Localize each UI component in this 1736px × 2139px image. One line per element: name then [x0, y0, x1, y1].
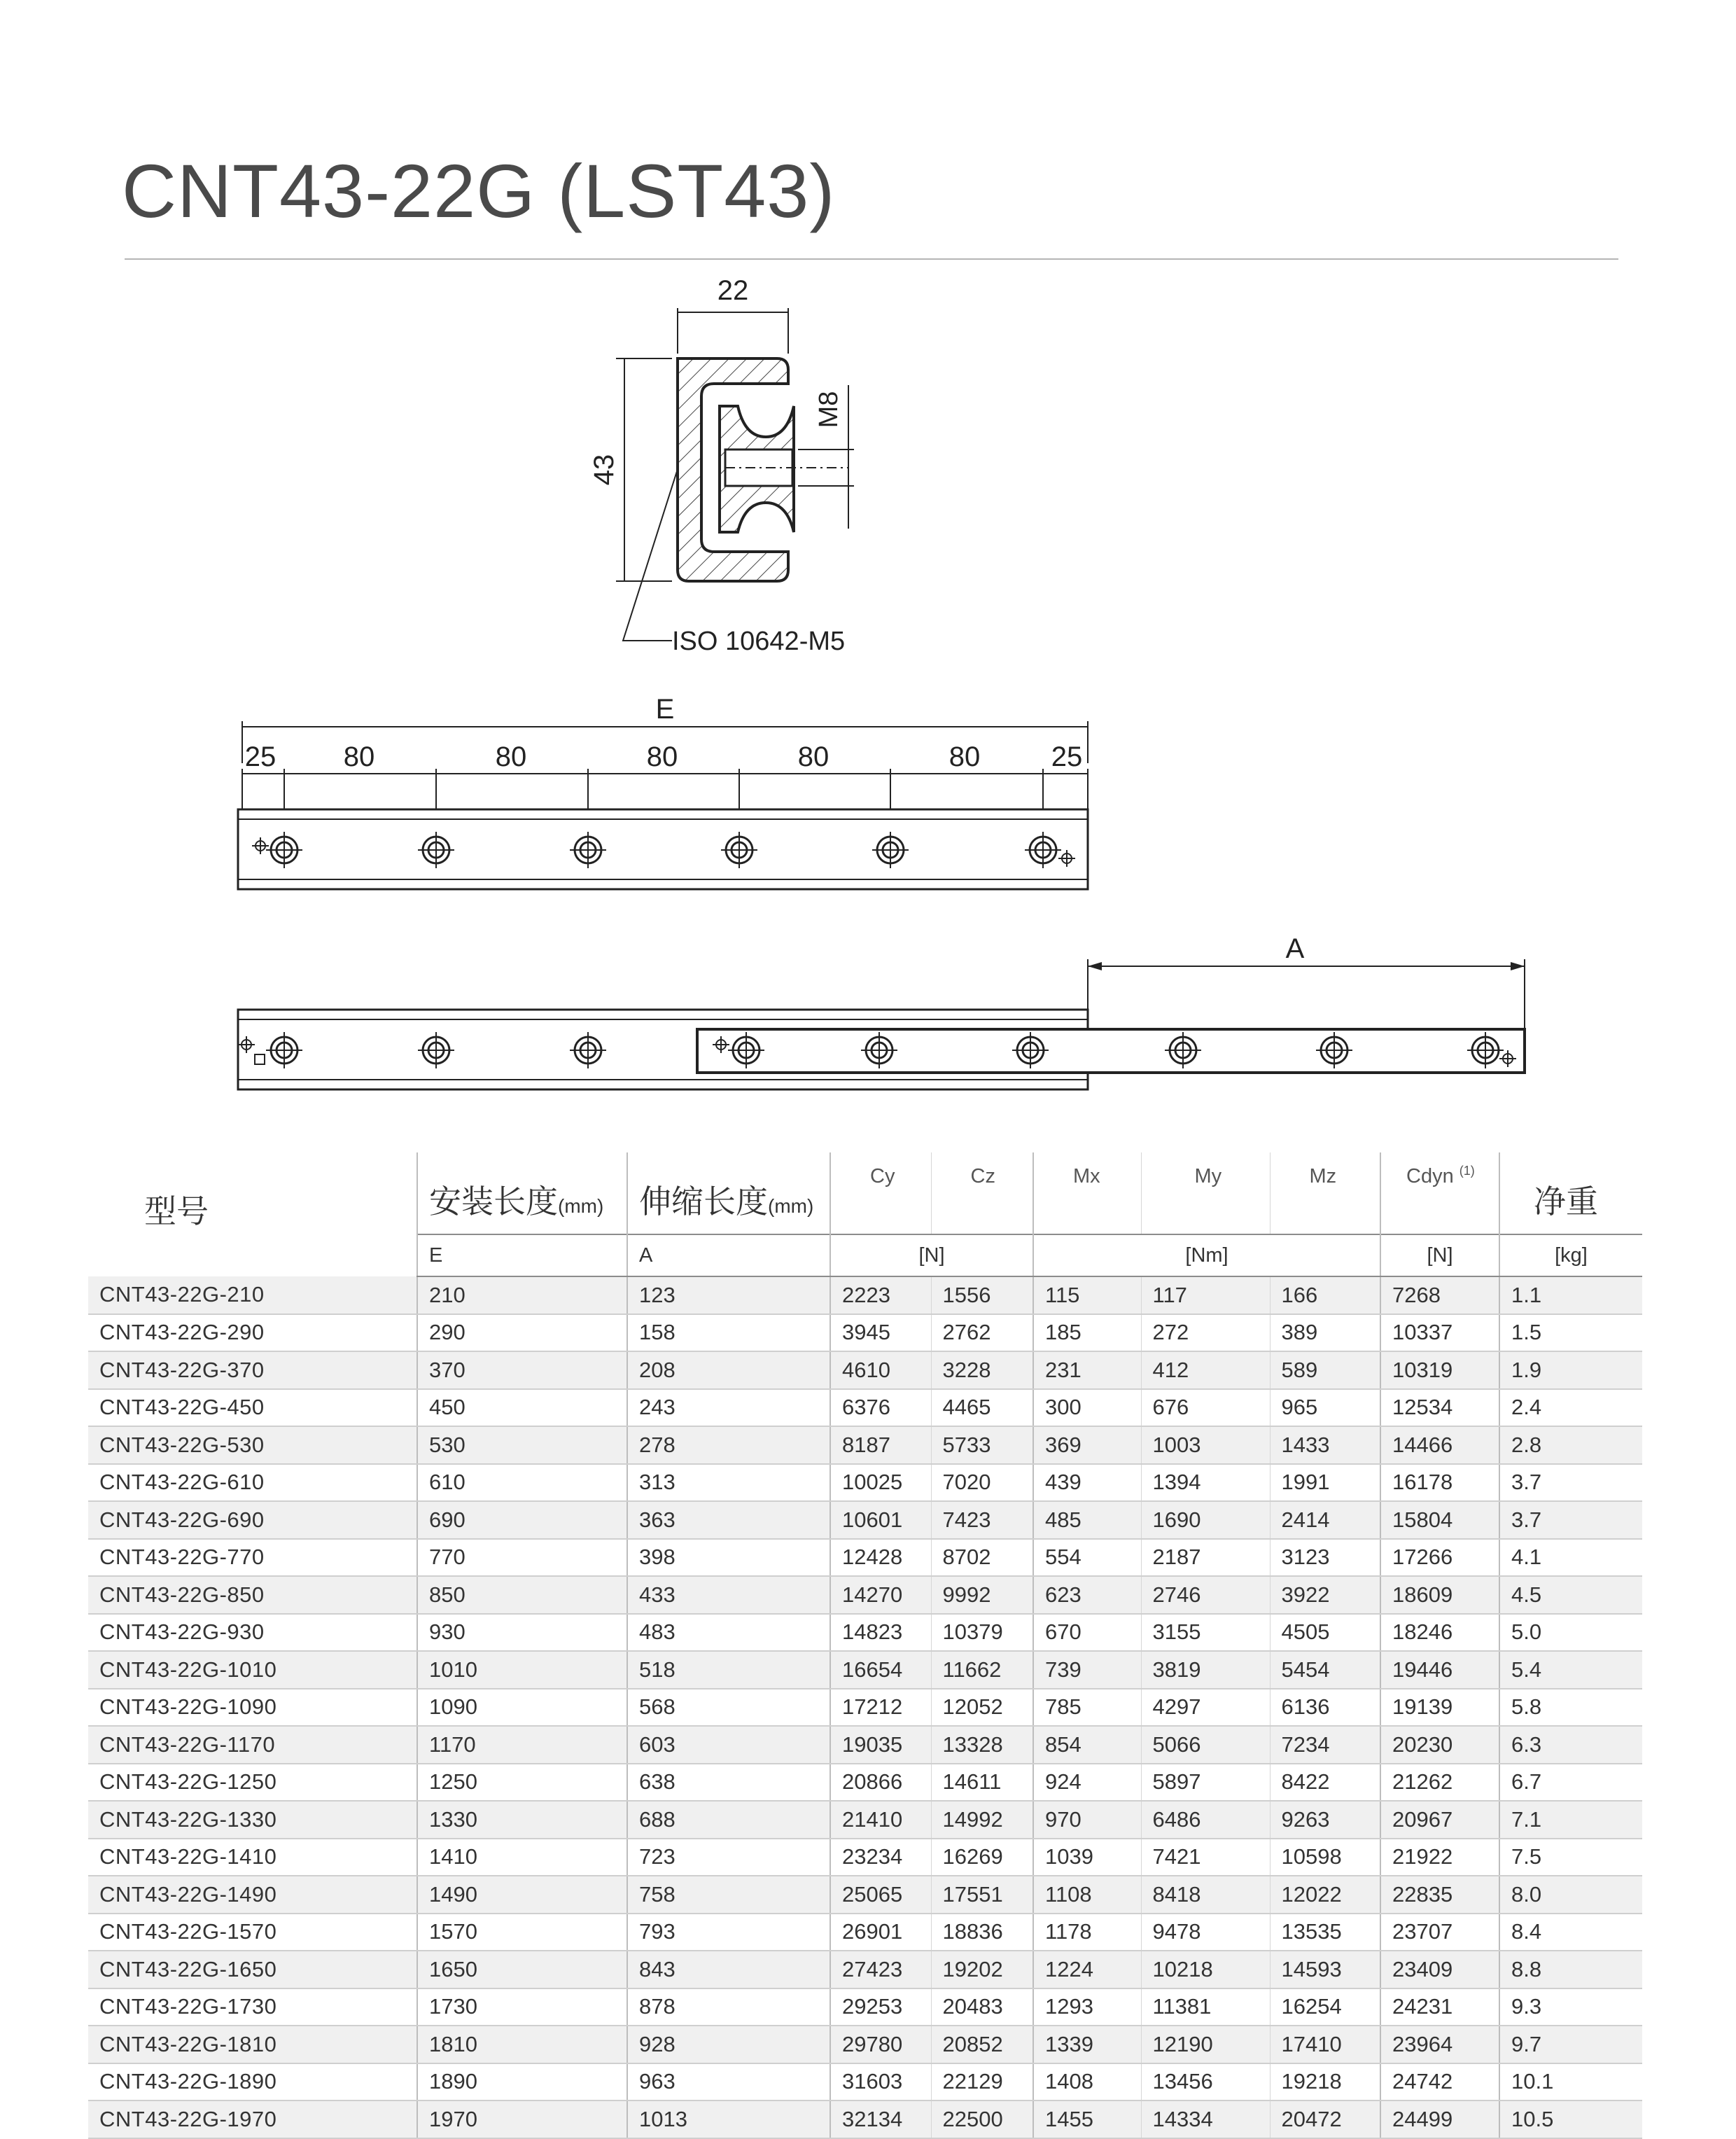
value-cell: 27423 — [830, 1951, 931, 1988]
value-cell: 6486 — [1141, 1801, 1270, 1839]
value-cell: 485 — [1033, 1501, 1141, 1539]
value-cell: 18836 — [931, 1914, 1033, 1951]
header-cdyn-note: (1) — [1459, 1164, 1475, 1178]
rail-extended-view — [238, 933, 1525, 1089]
value-cell: 1410 — [417, 1839, 627, 1876]
value-cell: 231 — [1033, 1351, 1141, 1389]
table-row — [88, 1276, 1642, 1314]
value-cell: 17212 — [830, 1689, 931, 1727]
value-cell: 23234 — [830, 1839, 931, 1876]
header-stroke-unit: (mm) — [768, 1195, 814, 1217]
value-cell: 970 — [1033, 1801, 1141, 1839]
value-cell: 6376 — [830, 1389, 931, 1427]
value-cell: 208 — [627, 1351, 830, 1389]
value-cell: 1490 — [417, 1876, 627, 1914]
header-mz: Mz — [1270, 1152, 1380, 1234]
value-cell: 389 — [1270, 1314, 1380, 1352]
model-cell: CNT43-22G-1810 — [88, 2026, 417, 2063]
value-cell: 24499 — [1380, 2100, 1499, 2138]
value-cell: 13328 — [931, 1726, 1033, 1764]
value-cell: 29780 — [830, 2026, 931, 2063]
value-cell: 2.8 — [1499, 1426, 1642, 1464]
value-cell: 1013 — [627, 2100, 830, 2138]
spacing-label: 80 — [343, 741, 375, 772]
value-cell: 4.1 — [1499, 1539, 1642, 1577]
screw-hole — [725, 450, 792, 486]
value-cell: 12534 — [1380, 1389, 1499, 1427]
value-cell: 10025 — [830, 1464, 931, 1502]
value-cell: 483 — [627, 1614, 830, 1652]
value-cell: 3123 — [1270, 1539, 1380, 1577]
value-cell: 723 — [627, 1839, 830, 1876]
value-cell: 1690 — [1141, 1501, 1270, 1539]
value-cell: 23964 — [1380, 2026, 1499, 2063]
value-cell: 14992 — [931, 1801, 1033, 1839]
value-cell: 18246 — [1380, 1614, 1499, 1652]
value-cell: 924 — [1033, 1764, 1141, 1802]
spacing-label: 25 — [244, 741, 276, 772]
table-row — [88, 1988, 1642, 2026]
value-cell: 1178 — [1033, 1914, 1141, 1951]
value-cell: 1570 — [417, 1914, 627, 1951]
cross-section-view — [589, 275, 854, 656]
value-cell: 1433 — [1270, 1426, 1380, 1464]
value-cell: 8.8 — [1499, 1951, 1642, 1988]
value-cell: 18609 — [1380, 1576, 1499, 1614]
value-cell: 117 — [1141, 1276, 1270, 1314]
value-cell: 7268 — [1380, 1276, 1499, 1314]
model-cell: CNT43-22G-930 — [88, 1614, 417, 1652]
value-cell: 272 — [1141, 1314, 1270, 1352]
value-cell: 793 — [627, 1914, 830, 1951]
header-my: My — [1141, 1152, 1270, 1234]
table-row — [88, 1576, 1642, 1614]
value-cell: 770 — [417, 1539, 627, 1577]
value-cell: 5.0 — [1499, 1614, 1642, 1652]
value-cell: 24231 — [1380, 1988, 1499, 2026]
value-cell: 530 — [417, 1426, 627, 1464]
spacing-label: 80 — [646, 741, 678, 772]
value-cell: 1394 — [1141, 1464, 1270, 1502]
value-cell: 670 — [1033, 1614, 1141, 1652]
value-cell: 1408 — [1033, 2063, 1141, 2101]
value-cell: 115 — [1033, 1276, 1141, 1314]
value-cell: 10598 — [1270, 1839, 1380, 1876]
value-cell: 965 — [1270, 1389, 1380, 1427]
table-row — [88, 1614, 1642, 1652]
model-cell: CNT43-22G-1570 — [88, 1914, 417, 1951]
model-cell: CNT43-22G-770 — [88, 1539, 417, 1577]
model-cell: CNT43-22G-610 — [88, 1464, 417, 1502]
spacing-label: 80 — [948, 741, 981, 772]
table-row — [88, 1464, 1642, 1502]
model-cell: CNT43-22G-1730 — [88, 1988, 417, 2026]
header-model: 型号 — [144, 1193, 209, 1229]
rail-body — [238, 809, 1088, 889]
rail-top-view — [238, 694, 1088, 889]
value-cell: 7.5 — [1499, 1839, 1642, 1876]
value-cell: 398 — [627, 1539, 830, 1577]
table-row — [88, 1426, 1642, 1464]
value-cell: 518 — [627, 1651, 830, 1689]
header-install-length — [417, 1152, 627, 1234]
value-cell: 300 — [1033, 1389, 1141, 1427]
value-cell: 1.1 — [1499, 1276, 1642, 1314]
value-cell: 5454 — [1270, 1651, 1380, 1689]
value-cell: 850 — [417, 1576, 627, 1614]
value-cell: 9478 — [1141, 1914, 1270, 1951]
value-cell: 623 — [1033, 1576, 1141, 1614]
value-cell: 16254 — [1270, 1988, 1380, 2026]
header-stroke-length — [627, 1152, 830, 1234]
value-cell: 676 — [1141, 1389, 1270, 1427]
value-cell: 2.4 — [1499, 1389, 1642, 1427]
value-cell: 5.8 — [1499, 1689, 1642, 1727]
table-row — [88, 1914, 1642, 1951]
value-cell: 1810 — [417, 2026, 627, 2063]
value-cell: 10337 — [1380, 1314, 1499, 1352]
spacing-label: 25 — [1051, 741, 1083, 772]
value-cell: 1556 — [931, 1276, 1033, 1314]
value-cell: 20852 — [931, 2026, 1033, 2063]
model-cell: CNT43-22G-1890 — [88, 2063, 417, 2101]
value-cell: 1730 — [417, 1988, 627, 2026]
value-cell: 6.3 — [1499, 1726, 1642, 1764]
value-cell: 20967 — [1380, 1801, 1499, 1839]
value-cell: 450 — [417, 1389, 627, 1427]
value-cell: 17266 — [1380, 1539, 1499, 1577]
technical-drawing — [0, 266, 1736, 1134]
value-cell: 19035 — [830, 1726, 931, 1764]
value-cell: 9.7 — [1499, 2026, 1642, 2063]
value-cell: 1330 — [417, 1801, 627, 1839]
value-cell: 20866 — [830, 1764, 931, 1802]
value-cell: 1170 — [417, 1726, 627, 1764]
value-cell: 1108 — [1033, 1876, 1141, 1914]
value-cell: 17410 — [1270, 2026, 1380, 2063]
width-dimension-label: 22 — [717, 275, 749, 306]
value-cell: 1224 — [1033, 1951, 1141, 1988]
value-cell: 8702 — [931, 1539, 1033, 1577]
value-cell: 5.4 — [1499, 1651, 1642, 1689]
value-cell: 21262 — [1380, 1764, 1499, 1802]
value-cell: 2414 — [1270, 1501, 1380, 1539]
value-cell: 32134 — [830, 2100, 931, 2138]
model-cell: CNT43-22G-450 — [88, 1389, 417, 1427]
value-cell: 369 — [1033, 1426, 1141, 1464]
value-cell: 433 — [627, 1576, 830, 1614]
value-cell: 17551 — [931, 1876, 1033, 1914]
table-row — [88, 1501, 1642, 1539]
value-cell: 22129 — [931, 2063, 1033, 2101]
value-cell: 1090 — [417, 1689, 627, 1727]
model-cell: CNT43-22G-1090 — [88, 1689, 417, 1727]
value-cell: 19202 — [931, 1951, 1033, 1988]
value-cell: 25065 — [830, 1876, 931, 1914]
thread-dimension-label: M8 — [814, 391, 844, 429]
value-cell: 6136 — [1270, 1689, 1380, 1727]
value-cell: 3922 — [1270, 1576, 1380, 1614]
value-cell: 9992 — [931, 1576, 1033, 1614]
value-cell: 8187 — [830, 1426, 931, 1464]
table-row — [88, 1314, 1642, 1352]
value-cell: 854 — [1033, 1726, 1141, 1764]
value-cell: 4297 — [1141, 1689, 1270, 1727]
unit-n-cdyn: [N] — [1380, 1234, 1499, 1276]
model-cell: CNT43-22G-290 — [88, 1314, 417, 1352]
model-cell: CNT43-22G-1970 — [88, 2100, 417, 2138]
value-cell: 4.5 — [1499, 1576, 1642, 1614]
model-cell: CNT43-22G-1490 — [88, 1876, 417, 1914]
value-cell: 930 — [417, 1614, 627, 1652]
value-cell: 8.0 — [1499, 1876, 1642, 1914]
table-header-row — [88, 1152, 1642, 1234]
header-cdyn-label: Cdyn — [1406, 1165, 1454, 1187]
table-row — [88, 1726, 1642, 1764]
table-row — [88, 1351, 1642, 1389]
value-cell: 123 — [627, 1276, 830, 1314]
value-cell: 638 — [627, 1764, 830, 1802]
value-cell: 10.1 — [1499, 2063, 1642, 2101]
unit-n-forces: [N] — [830, 1234, 1033, 1276]
value-cell: 14466 — [1380, 1426, 1499, 1464]
value-cell: 8422 — [1270, 1764, 1380, 1802]
header-install-length-label: 安装长度 — [429, 1183, 558, 1220]
unit-a: A — [627, 1234, 830, 1276]
value-cell: 24742 — [1380, 2063, 1499, 2101]
model-cell: CNT43-22G-690 — [88, 1501, 417, 1539]
value-cell: 158 — [627, 1314, 830, 1352]
unit-nm-moments: [Nm] — [1033, 1234, 1380, 1276]
value-cell: 13535 — [1270, 1914, 1380, 1951]
value-cell: 8.4 — [1499, 1914, 1642, 1951]
value-cell: 15804 — [1380, 1501, 1499, 1539]
value-cell: 9263 — [1270, 1801, 1380, 1839]
header-stroke-length-label: 伸缩长度 — [639, 1183, 768, 1220]
value-cell: 14270 — [830, 1576, 931, 1614]
value-cell: 785 — [1033, 1689, 1141, 1727]
value-cell: 589 — [1270, 1351, 1380, 1389]
value-cell: 20472 — [1270, 2100, 1380, 2138]
value-cell: 2746 — [1141, 1576, 1270, 1614]
value-cell: 4505 — [1270, 1614, 1380, 1652]
value-cell: 9.3 — [1499, 1988, 1642, 2026]
title-divider — [125, 258, 1618, 260]
value-cell: 12428 — [830, 1539, 931, 1577]
value-cell: 1003 — [1141, 1426, 1270, 1464]
value-cell: 3.7 — [1499, 1501, 1642, 1539]
value-cell: 3.7 — [1499, 1464, 1642, 1502]
value-cell: 10218 — [1141, 1951, 1270, 1988]
value-cell: 12190 — [1141, 2026, 1270, 2063]
value-cell: 688 — [627, 1801, 830, 1839]
value-cell: 2762 — [931, 1314, 1033, 1352]
value-cell: 1991 — [1270, 1464, 1380, 1502]
value-cell: 3819 — [1141, 1651, 1270, 1689]
model-cell: CNT43-22G-850 — [88, 1576, 417, 1614]
height-dimension-label: 43 — [589, 454, 620, 486]
value-cell: 1970 — [417, 2100, 627, 2138]
value-cell: 19218 — [1270, 2063, 1380, 2101]
value-cell: 14593 — [1270, 1951, 1380, 1988]
table-row — [88, 1876, 1642, 1914]
value-cell: 1650 — [417, 1951, 627, 1988]
unit-e: E — [417, 1234, 627, 1276]
table-row — [88, 1539, 1642, 1577]
moving-slider — [697, 1029, 1525, 1073]
table-row — [88, 2026, 1642, 2063]
value-cell: 8418 — [1141, 1876, 1270, 1914]
spacing-label: 80 — [797, 741, 830, 772]
table-row — [88, 1951, 1642, 1988]
model-cell: CNT43-22G-1410 — [88, 1839, 417, 1876]
value-cell: 20230 — [1380, 1726, 1499, 1764]
standard-label: ISO 10642-M5 — [672, 627, 846, 656]
value-cell: 31603 — [830, 2063, 931, 2101]
value-cell: 243 — [627, 1389, 830, 1427]
value-cell: 10319 — [1380, 1351, 1499, 1389]
value-cell: 21922 — [1380, 1839, 1499, 1876]
model-cell: CNT43-22G-1250 — [88, 1764, 417, 1802]
header-cdyn — [1380, 1152, 1499, 1234]
value-cell: 29253 — [830, 1988, 931, 2026]
value-cell: 1890 — [417, 2063, 627, 2101]
value-cell: 14823 — [830, 1614, 931, 1652]
header-weight: 净重 — [1499, 1152, 1642, 1234]
value-cell: 10601 — [830, 1501, 931, 1539]
value-cell: 10379 — [931, 1614, 1033, 1652]
spacing-label: 80 — [495, 741, 527, 772]
value-cell: 7020 — [931, 1464, 1033, 1502]
value-cell: 7234 — [1270, 1726, 1380, 1764]
value-cell: 19139 — [1380, 1689, 1499, 1727]
value-cell: 1010 — [417, 1651, 627, 1689]
value-cell: 1455 — [1033, 2100, 1141, 2138]
value-cell: 210 — [417, 1276, 627, 1314]
value-cell: 7421 — [1141, 1839, 1270, 1876]
table-row — [88, 2100, 1642, 2138]
model-cell: CNT43-22G-1170 — [88, 1726, 417, 1764]
value-cell: 439 — [1033, 1464, 1141, 1502]
value-cell: 878 — [627, 1988, 830, 2026]
table-row — [88, 1801, 1642, 1839]
value-cell: 11662 — [931, 1651, 1033, 1689]
value-cell: 10.5 — [1499, 2100, 1642, 2138]
value-cell: 313 — [627, 1464, 830, 1502]
value-cell: 843 — [627, 1951, 830, 1988]
value-cell: 16654 — [830, 1651, 931, 1689]
model-cell: CNT43-22G-1010 — [88, 1651, 417, 1689]
value-cell: 21410 — [830, 1801, 931, 1839]
model-cell: CNT43-22G-370 — [88, 1351, 417, 1389]
value-cell: 758 — [627, 1876, 830, 1914]
value-cell: 363 — [627, 1501, 830, 1539]
header-install-unit: (mm) — [558, 1195, 604, 1217]
table-row — [88, 1839, 1642, 1876]
value-cell: 554 — [1033, 1539, 1141, 1577]
value-cell: 7.1 — [1499, 1801, 1642, 1839]
value-cell: 13456 — [1141, 2063, 1270, 2101]
value-cell: 278 — [627, 1426, 830, 1464]
value-cell: 12022 — [1270, 1876, 1380, 1914]
table-row — [88, 2063, 1642, 2101]
header-cy: Cy — [830, 1152, 931, 1234]
value-cell: 1039 — [1033, 1839, 1141, 1876]
value-cell: 3228 — [931, 1351, 1033, 1389]
value-cell: 16269 — [931, 1839, 1033, 1876]
value-cell: 1.5 — [1499, 1314, 1642, 1352]
value-cell: 1250 — [417, 1764, 627, 1802]
value-cell: 19446 — [1380, 1651, 1499, 1689]
table-row — [88, 1651, 1642, 1689]
value-cell: 690 — [417, 1501, 627, 1539]
value-cell: 2223 — [830, 1276, 931, 1314]
value-cell: 12052 — [931, 1689, 1033, 1727]
value-cell: 26901 — [830, 1914, 931, 1951]
spec-table — [88, 1152, 1642, 2139]
value-cell: 166 — [1270, 1276, 1380, 1314]
model-cell: CNT43-22G-530 — [88, 1426, 417, 1464]
model-cell: CNT43-22G-1330 — [88, 1801, 417, 1839]
unit-kg: [kg] — [1499, 1234, 1642, 1276]
value-cell: 3155 — [1141, 1614, 1270, 1652]
header-cz: Cz — [931, 1152, 1033, 1234]
value-cell: 23707 — [1380, 1914, 1499, 1951]
table-row — [88, 1389, 1642, 1427]
header-mx: Mx — [1033, 1152, 1141, 1234]
value-cell: 4465 — [931, 1389, 1033, 1427]
page-title: CNT43-22G (LST43) — [122, 148, 836, 233]
stroke-length-label: A — [1285, 933, 1305, 964]
value-cell: 14611 — [931, 1764, 1033, 1802]
value-cell: 370 — [417, 1351, 627, 1389]
value-cell: 4610 — [830, 1351, 931, 1389]
value-cell: 412 — [1141, 1351, 1270, 1389]
value-cell: 2187 — [1141, 1539, 1270, 1577]
value-cell: 6.7 — [1499, 1764, 1642, 1802]
value-cell: 23409 — [1380, 1951, 1499, 1988]
model-cell: CNT43-22G-1650 — [88, 1951, 417, 1988]
value-cell: 5897 — [1141, 1764, 1270, 1802]
value-cell: 22835 — [1380, 1876, 1499, 1914]
value-cell: 290 — [417, 1314, 627, 1352]
value-cell: 928 — [627, 2026, 830, 2063]
model-cell: CNT43-22G-210 — [88, 1276, 417, 1314]
value-cell: 5733 — [931, 1426, 1033, 1464]
value-cell: 16178 — [1380, 1464, 1499, 1502]
value-cell: 5066 — [1141, 1726, 1270, 1764]
value-cell: 14334 — [1141, 2100, 1270, 2138]
table-row — [88, 1689, 1642, 1727]
value-cell: 7423 — [931, 1501, 1033, 1539]
value-cell: 1293 — [1033, 1988, 1141, 2026]
value-cell: 963 — [627, 2063, 830, 2101]
overall-length-label: E — [655, 694, 675, 725]
value-cell: 20483 — [931, 1988, 1033, 2026]
value-cell: 185 — [1033, 1314, 1141, 1352]
value-cell: 603 — [627, 1726, 830, 1764]
value-cell: 11381 — [1141, 1988, 1270, 2026]
value-cell: 1.9 — [1499, 1351, 1642, 1389]
value-cell: 3945 — [830, 1314, 931, 1352]
table-row — [88, 1764, 1642, 1802]
value-cell: 1339 — [1033, 2026, 1141, 2063]
value-cell: 22500 — [931, 2100, 1033, 2138]
value-cell: 568 — [627, 1689, 830, 1727]
value-cell: 739 — [1033, 1651, 1141, 1689]
value-cell: 610 — [417, 1464, 627, 1502]
